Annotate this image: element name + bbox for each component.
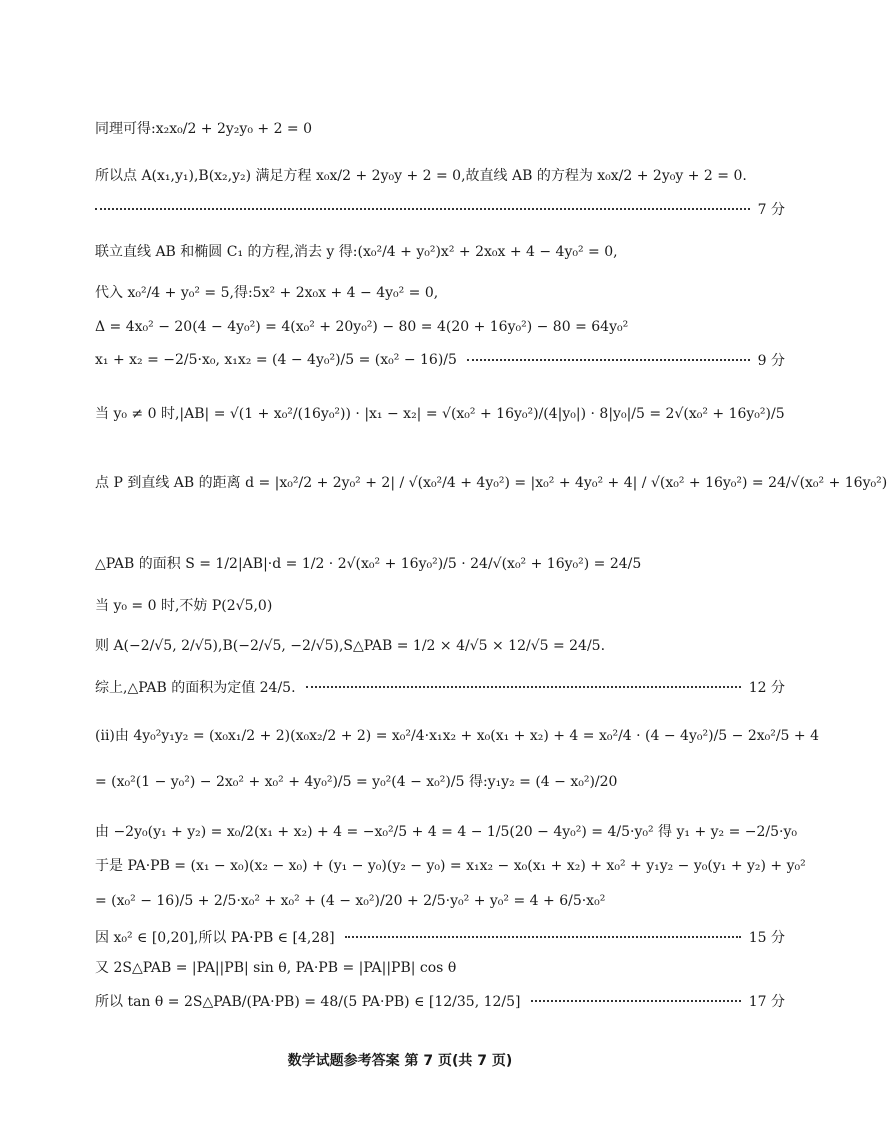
line-10-text: △PAB 的面积 S = 1/2|AB|·d = 1/2 · 2√(x₀² + 16y₀²)/5 · 24/√(x₀² + 16y₀²) = 24/5 (95, 556, 642, 572)
line-15 (95, 758, 785, 804)
line-10 (95, 540, 785, 586)
line-4 (95, 236, 785, 266)
page-footer: 数学试题参考答案 第 7 页(共 7 页) (287, 1053, 513, 1069)
line-16-text: 由 −2y₀(y₁ + y₂) = x₀/2(x₁ + x₂) + 4 = −x₀²/5 + 4 = 4 − 1/5(20 − 4y₀²) = 4/5·y₀² 得 y₁ + y₂ = −2/5·y₀ (95, 824, 798, 840)
line-17 (95, 850, 806, 880)
line-15-text: = (x₀²(1 − y₀²) − 2x₀² + x₀² + 4y₀²)/5 = y₀²(4 − x₀²)/5 得:y₁y₂ = (4 − x₀²)/20 (95, 774, 618, 790)
score-17: 17 分 (748, 994, 785, 1010)
score-15: 15 分 (748, 930, 785, 946)
line-4-text: 联立直线 AB 和椭圆 C₁ 的方程,消去 y 得:(x₀²/4 + y₀²)x² + 2x₀x + 4 − 4y₀² = 0, (95, 244, 618, 260)
line-1-text: 同理可得:x₂x₀/2 + 2y₂y₀ + 2 = 0 (95, 121, 313, 137)
line-2-text: 所以点 A(x₁,y₁),B(x₂,y₂) 满足方程 x₀x/2 + 2y₀y + 2 = 0,故直线 AB 的方程为 x₀x/2 + 2y₀y + 2 = 0. (95, 168, 747, 184)
line-20-text: 又 2S△PAB = |PA||PB| sin θ, PA·PB = |PA||PB| cos θ (95, 960, 457, 976)
line-18 (95, 878, 785, 924)
line-6-text: Δ = 4x₀² − 20(4 − 4y₀²) = 4(x₀² + 20y₀²) − 80 = 4(20 + 16y₀²) − 80 = 64y₀² (95, 319, 629, 335)
line-18-text: = (x₀² − 16)/5 + 2/5·x₀² + x₀² + (4 − x₀²)/20 + 2/5·y₀² + y₀² = 4 + 6/5·x₀² (95, 893, 606, 909)
line-19-text: 因 x₀² ∈ [0,20],所以 PA·PB ∈ [4,28] (95, 930, 335, 946)
line-21-text: 所以 tan θ = 2S△PAB/(PA·PB) = 48/(5 PA·PB) ∈ [12/35, 12/5] (95, 994, 521, 1010)
line-1 (95, 113, 785, 143)
line-13 (95, 672, 785, 702)
line-11-text: 当 y₀ = 0 时,不妨 P(2√5,0) (95, 598, 273, 614)
line-14-text: (ⅱ)由 4y₀²y₁y₂ = (x₀x₁/2 + 2)(x₀x₂/2 + 2) = x₀²/4·x₁x₂ + x₀(x₁ + x₂) + 4 = x₀²/4 · (4 − 4y₀²)/5 − 2x₀²/5 + 4 (95, 728, 820, 744)
line-17-text: 于是 PA·PB = (x₁ − x₀)(x₂ − x₀) + (y₁ − y₀)(y₂ − y₀) = x₁x₂ − x₀(x₁ + x₂) + x₀² + y₁y₂ − y₀(y₁ + y₂) + y₀² (95, 858, 806, 874)
line-13-text: 综上,△PAB 的面积为定值 24/5. (95, 680, 296, 696)
dotted-leader (95, 208, 750, 210)
score-12: 12 分 (748, 680, 785, 696)
line-19 (95, 922, 785, 952)
score-9: 9 分 (757, 353, 785, 369)
line-7 (95, 345, 785, 375)
line-7-text: x₁ + x₂ = −2/5·x₀, x₁x₂ = (4 − 4y₀²)/5 = (x₀² − 16)/5 (95, 352, 457, 368)
line-14 (95, 712, 820, 758)
line-12-text: 则 A(−2/√5, 2/√5),B(−2/√5, −2/√5),S△PAB = 1/2 × 4/√5 × 12/√5 = 24/5. (95, 638, 606, 654)
score-7: 7 分 (757, 202, 785, 218)
line-16 (95, 808, 798, 854)
line-11 (95, 590, 785, 620)
dotted-leader (531, 1000, 741, 1002)
dotted-leader (467, 359, 750, 361)
line-21 (95, 978, 785, 1024)
line-9-text: 点 P 到直线 AB 的距离 d = |x₀²/2 + 2y₀² + 2| / √(x₀²/4 + 4y₀²) = |x₀² + 4y₀² + 4| / √(x₀² + 16y₀²) = 24/√(x₀² + 16y₀²) (95, 475, 887, 491)
score-7-row (95, 194, 785, 224)
dotted-leader (345, 936, 741, 938)
line-5 (95, 277, 785, 307)
line-12 (95, 622, 785, 668)
line-8-text: 当 y₀ ≠ 0 时,|AB| = √(1 + x₀²/(16y₀²)) · |x₁ − x₂| = √(x₀² + 16y₀²)/(4|y₀|) · 8|y₀|/5 = 2√(x₀² + 16y₀²)/5 (95, 406, 785, 422)
line-6 (95, 312, 785, 342)
line-8 (95, 390, 785, 436)
line-9 (95, 445, 887, 519)
dotted-leader (306, 686, 741, 688)
line-2 (95, 160, 785, 190)
line-5-text: 代入 x₀²/4 + y₀² = 5,得:5x² + 2x₀x + 4 − 4y₀² = 0, (95, 285, 439, 301)
